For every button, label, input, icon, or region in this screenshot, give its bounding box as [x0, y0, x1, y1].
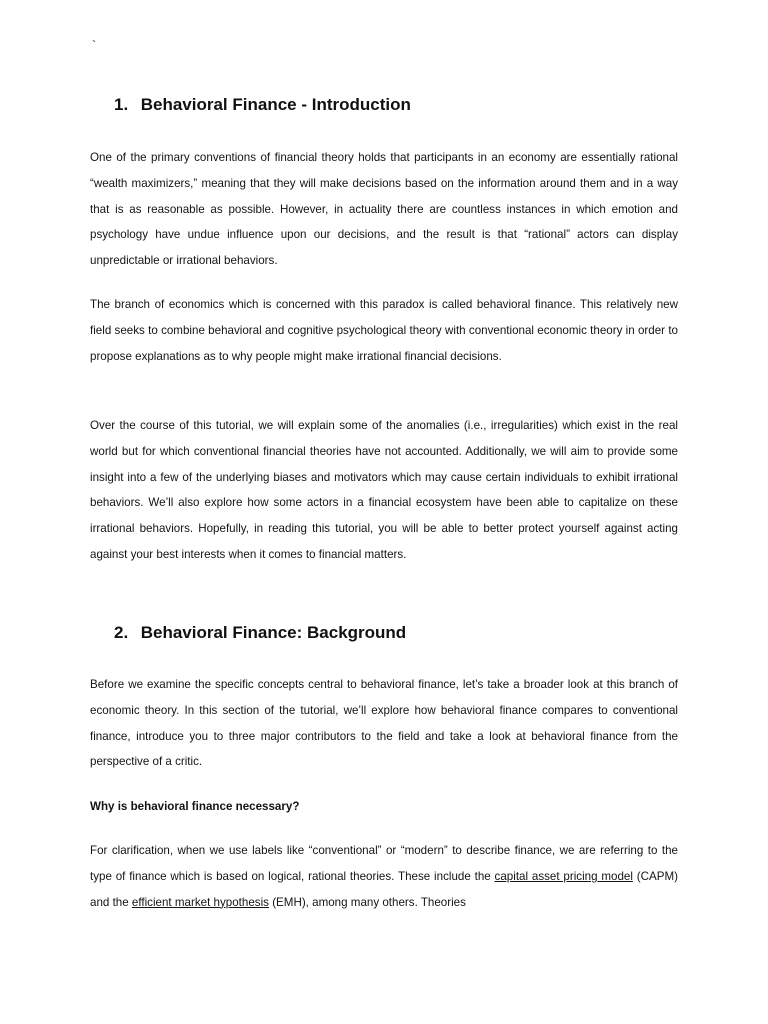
section-1-paragraph-1: One of the primary conventions of financial theory holds that participants in an economy are essentially rational “wealth maximizers,” meaning that they will make decisions based on the information around them and in a way that is as reasonable as possible. However, in actuality there are countless instances in which emotion and psychology have undue influence upon our decisions, and the result is that “rational” actors can display unpredictable or irrational behaviors.	[90, 151, 678, 268]
stray-mark: `	[92, 38, 96, 52]
section-2-heading	[114, 622, 406, 644]
section-2-title: Behavioral Finance: Background	[140, 623, 407, 642]
section-1-title: Behavioral Finance - Introduction	[140, 95, 411, 114]
section-2-subheading: Why is behavioral finance necessary?	[90, 800, 300, 813]
section-2-paragraph-2	[90, 838, 678, 915]
section-1-heading	[114, 94, 411, 116]
section-1-paragraph-2: The branch of economics which is concerned with this paradox is called behavioral finance. This relatively new field seeks to combine behavioral and cognitive psychological theory with conventional economic theory in order to propose explanations as to why people might make irrational financial decisions.	[90, 298, 678, 363]
paragraph-text: (CAPM) and the	[90, 869, 678, 909]
paragraph-text: For clarification, when we use labels like “conventional” or “modern” to describe finance, we are referring to the type of finance which is based on logical, rational theories. These include the	[90, 844, 678, 883]
emh-link[interactable]: efficient market hypothesis	[131, 895, 269, 909]
section-2-paragraph-1: Before we examine the specific concepts central to behavioral finance, let’s take a broader look at this branch of economic theory. In this section of the tutorial, we’ll explore how behavioral finance compares to conventional finance, introduce you to three major contributors to the field and take a look at behavioral finance from the perspective of a critic.	[90, 678, 678, 769]
section-2-number: 2.	[114, 623, 129, 642]
section-1-number: 1.	[114, 95, 129, 114]
paragraph-text: (EMH), among many others. Theories	[268, 895, 466, 909]
section-1-paragraph-3: Over the course of this tutorial, we will explain some of the anomalies (i.e., irregularities) which exist in the real world but for which conventional financial theories have not accounted. Additionally, we will aim to provide some insight into a few of the underlying biases and motivators which may cause certain individuals to exhibit irrational behaviors. We’ll also explore how some actors in a financial ecosystem have been able to capitalize on these irrational behaviors. Hopefully, in reading this tutorial, you will be able to better protect yourself against acting against your best interests when it comes to financial matters.	[90, 419, 678, 561]
capm-link[interactable]: capital asset pricing model	[494, 869, 633, 883]
